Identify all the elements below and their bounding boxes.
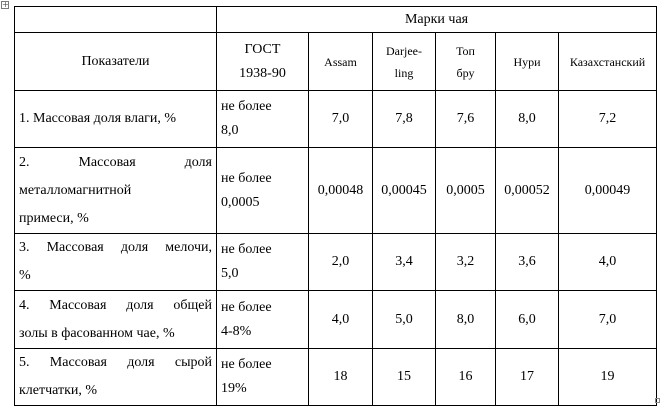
value-top-bru: 8,0 <box>436 291 496 349</box>
value-nuri: 8,0 <box>496 91 559 148</box>
indicator-line: 5. Массовая доля сырой <box>19 355 212 370</box>
header-top-bru-line-1: Топ <box>456 43 475 58</box>
header-top-bru-line-2: бру <box>456 65 475 80</box>
table-row <box>15 234 657 291</box>
table-title: Марки чая <box>217 7 657 33</box>
header-row <box>15 33 657 91</box>
value-top-bru: 3,2 <box>436 234 496 291</box>
header-nuri: Нури <box>496 33 559 91</box>
table-row <box>15 291 657 349</box>
value-darjeeling: 0,00045 <box>373 148 436 234</box>
table-row <box>15 148 657 234</box>
value-assam: 7,0 <box>309 91 373 148</box>
norm-line: 4-8% <box>221 323 252 339</box>
value-kazakh: 7,0 <box>559 291 657 349</box>
value-darjeeling: 15 <box>373 349 436 406</box>
norm-line: 19% <box>221 381 247 396</box>
value-assam: 18 <box>309 349 373 406</box>
indicator-line: 1. Массовая доля влаги, % <box>19 111 177 126</box>
header-gost <box>217 33 309 91</box>
header-darjeeling-line-1: Darjee- <box>386 43 422 58</box>
norm-line: не более <box>221 299 272 315</box>
title-row <box>15 7 657 33</box>
norm-line: не более <box>221 99 272 114</box>
indicator-line: 3. Массовая доля мелочи, <box>19 240 212 255</box>
norm-line: не более <box>221 357 272 372</box>
value-nuri: 6,0 <box>496 291 559 349</box>
table-row <box>15 349 657 406</box>
indicator-cell <box>15 91 217 148</box>
indicator-line: примеси, % <box>19 210 89 226</box>
end-of-cell-marker <box>655 398 660 403</box>
header-darjeeling <box>373 33 436 91</box>
table-row <box>15 91 657 148</box>
table-move-handle-icon[interactable]: + <box>2 0 9 9</box>
value-assam: 2,0 <box>309 234 373 291</box>
indicator-cell <box>15 234 217 291</box>
header-darjeeling-line-2: ling <box>394 65 414 80</box>
value-kazakh: 0,00049 <box>559 148 657 234</box>
value-nuri: 3,6 <box>496 234 559 291</box>
norm-line: 8,0 <box>221 123 239 138</box>
indicator-line: 2. Массовая доля <box>19 154 212 170</box>
norm-line: 5,0 <box>221 266 239 281</box>
header-indicator: Показатели <box>15 33 217 91</box>
value-darjeeling: 5,0 <box>373 291 436 349</box>
value-top-bru: 7,6 <box>436 91 496 148</box>
header-kazakh: Казахстанский <box>559 33 657 91</box>
value-assam: 4,0 <box>309 291 373 349</box>
value-top-bru: 16 <box>436 349 496 406</box>
tea-brands-table <box>14 6 657 406</box>
indicator-line: золы в фасованном чае, % <box>19 325 175 341</box>
value-nuri: 0,00052 <box>496 148 559 234</box>
header-gost-line-2: 1938-90 <box>239 65 286 81</box>
indicator-cell <box>15 349 217 406</box>
norm-cell <box>217 148 309 234</box>
indicator-line: клетчатки, % <box>19 383 98 398</box>
value-nuri: 17 <box>496 349 559 406</box>
header-top-bru <box>436 33 496 91</box>
indicator-line: 4. Массовая доля общей <box>19 297 212 313</box>
value-assam: 0,00048 <box>309 148 373 234</box>
norm-line: не более <box>221 170 272 186</box>
value-top-bru: 0,0005 <box>436 148 496 234</box>
value-kazakh: 4,0 <box>559 234 657 291</box>
norm-line: 0,0005 <box>221 194 260 210</box>
indicator-line: % <box>19 268 31 283</box>
value-darjeeling: 3,4 <box>373 234 436 291</box>
header-gost-line-1: ГОСТ <box>244 41 281 57</box>
norm-cell <box>217 349 309 406</box>
value-kazakh: 19 <box>559 349 657 406</box>
norm-cell <box>217 91 309 148</box>
norm-cell <box>217 234 309 291</box>
value-darjeeling: 7,8 <box>373 91 436 148</box>
norm-cell <box>217 291 309 349</box>
header-assam: Assam <box>309 33 373 91</box>
indicator-line: металломагнитной <box>19 182 132 198</box>
indicator-cell <box>15 291 217 349</box>
value-kazakh: 7,2 <box>559 91 657 148</box>
norm-line: не более <box>221 242 272 257</box>
indicator-cell <box>15 148 217 234</box>
